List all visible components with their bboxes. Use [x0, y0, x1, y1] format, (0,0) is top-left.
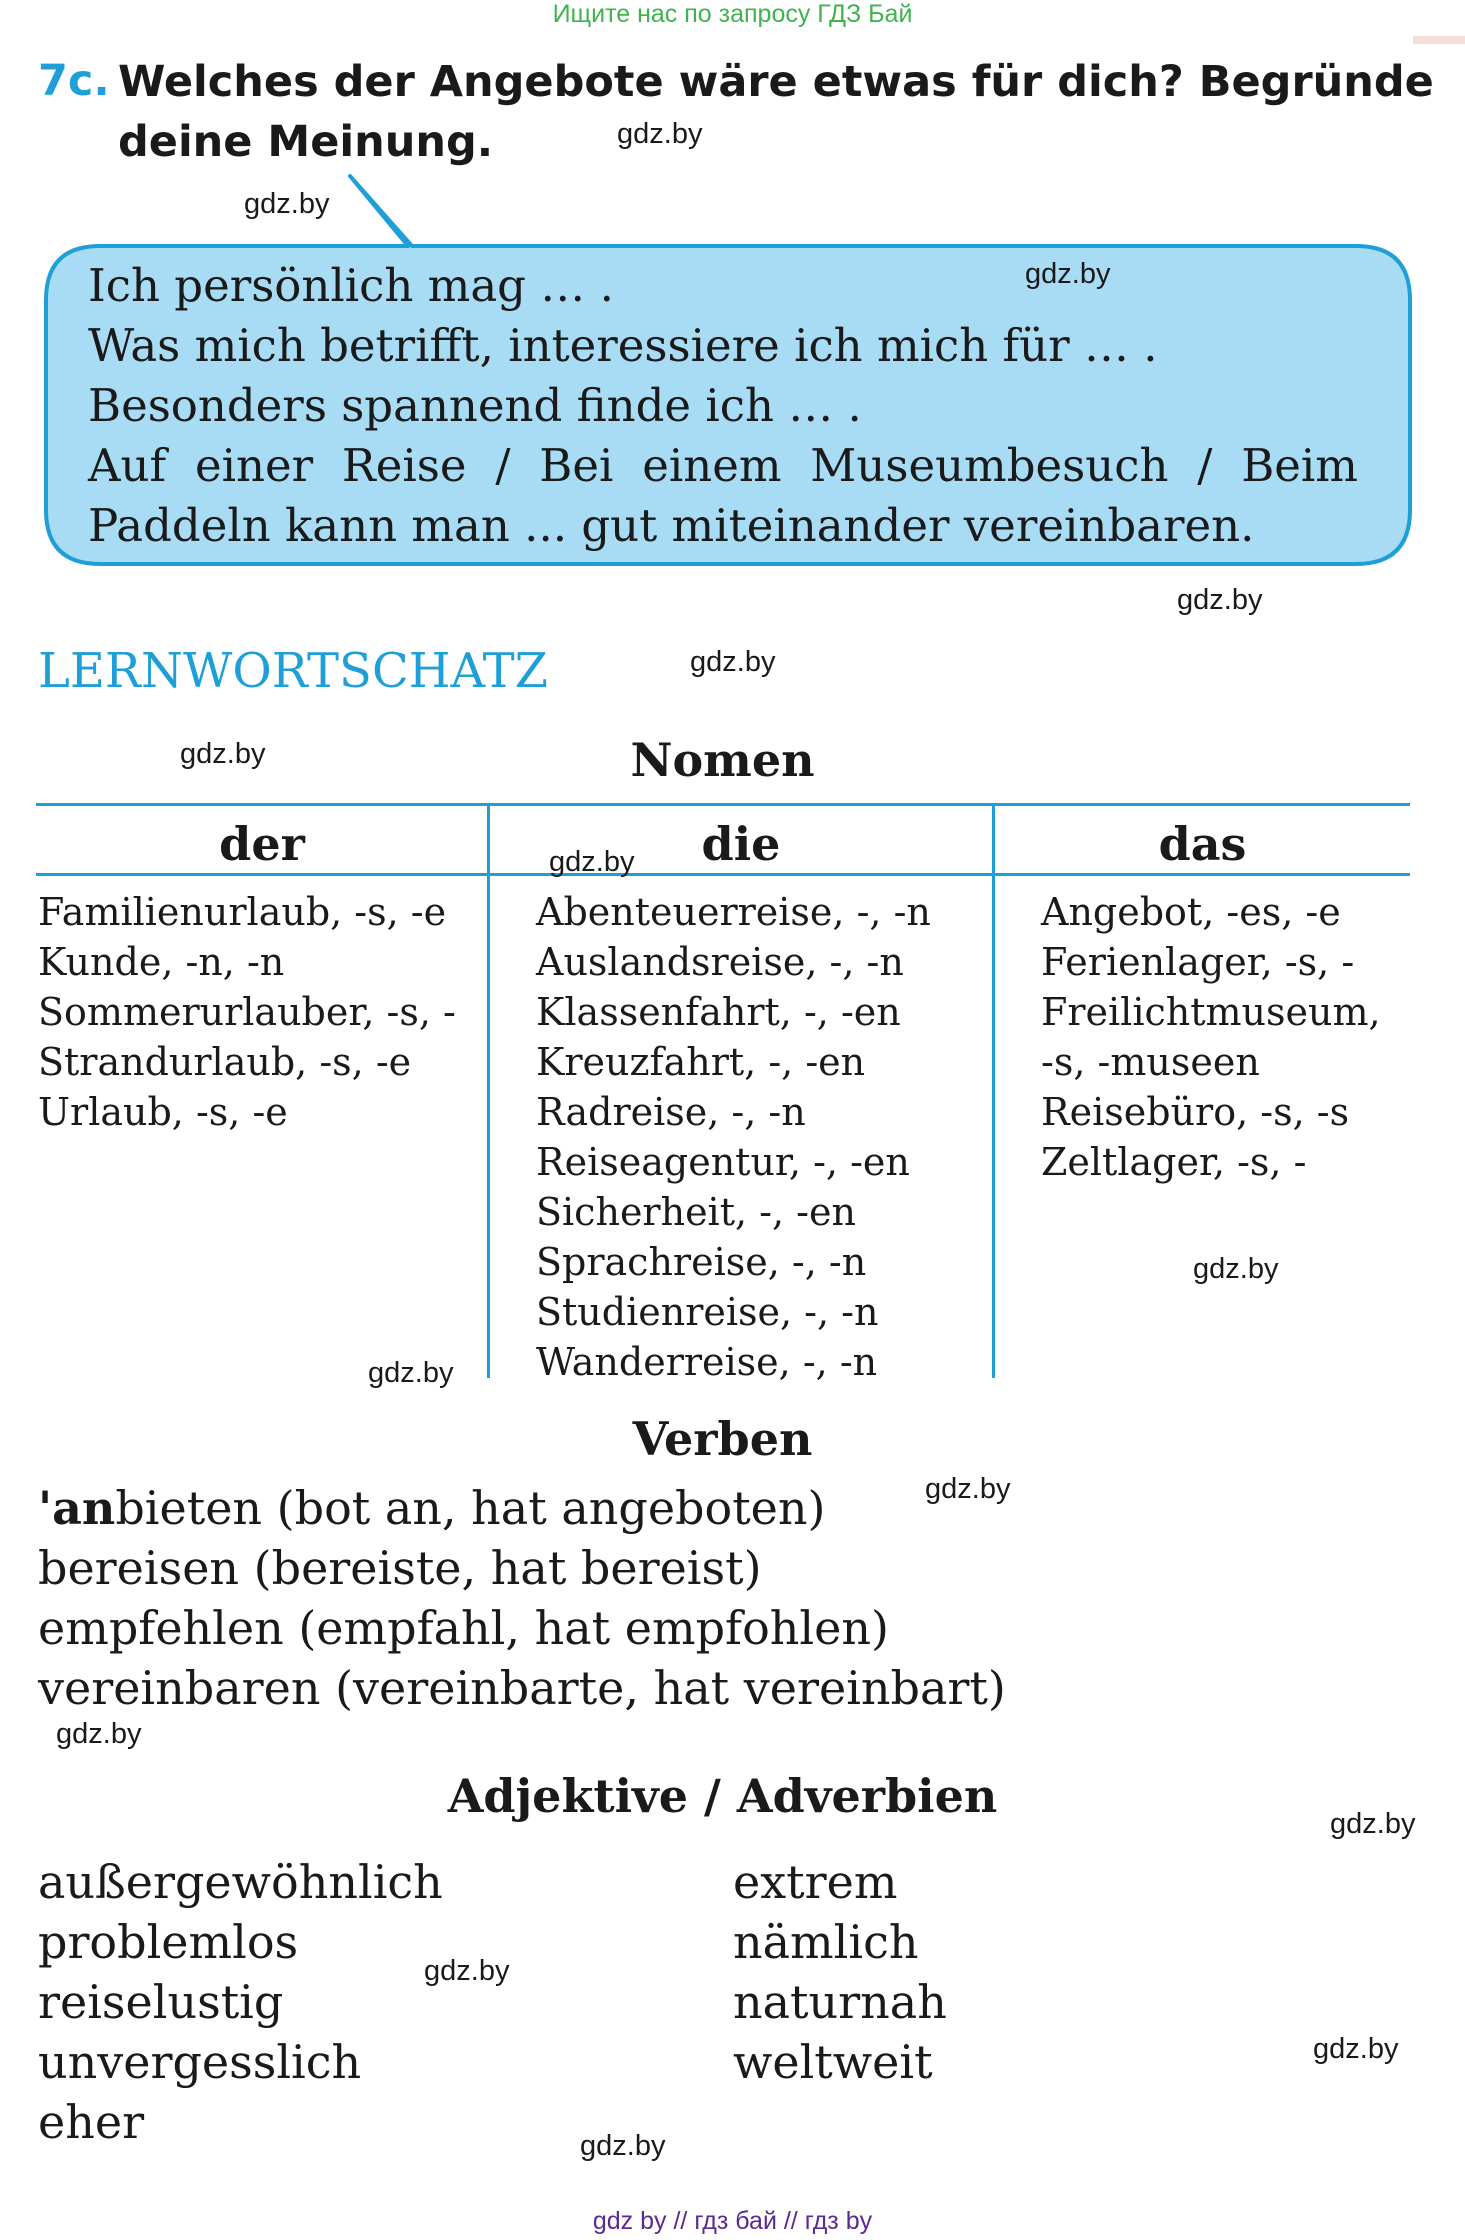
column-divider — [487, 803, 490, 1378]
list-item: nämlich — [733, 1915, 919, 1969]
bubble-word: / — [495, 439, 511, 492]
lernwortschatz-heading: LERNWORTSCHATZ — [38, 643, 548, 699]
list-item: Auslandsreise, -, -n — [536, 940, 904, 984]
watermark: gdz.by — [424, 1955, 510, 1987]
bubble-word: Museumbesuch — [810, 439, 1169, 492]
list-item: Familienurlaub, -s, -e — [38, 890, 447, 934]
list-item: reiselustig — [38, 1975, 284, 2029]
accent-prefix: 'an — [38, 1481, 116, 1535]
bubble-line-2: Was mich betrifft, interessiere ich mich für … . — [88, 319, 1158, 372]
list-item: Reiseagentur, -, -en — [536, 1140, 910, 1184]
list-item — [38, 1478, 1006, 1538]
bubble-word: / — [1197, 439, 1213, 492]
bubble-line-1: Ich persönlich mag … . — [88, 259, 614, 312]
adjektive-title: Adjektive / Adverbien — [447, 1769, 998, 1823]
list-item: außergewöhnlich — [38, 1855, 443, 1909]
watermark: gdz.by — [549, 846, 635, 878]
bubble-word: einem — [642, 439, 782, 492]
list-item: empfehlen (empfahl, hat empfohlen) — [38, 1601, 889, 1655]
das-word-list — [1041, 887, 1381, 1187]
watermark: gdz.by — [617, 118, 703, 150]
footer-links[interactable]: gdz by // гдз бай // гдз by — [592, 2207, 873, 2235]
list-item: eher — [38, 2095, 145, 2149]
verben-title: Verben — [632, 1412, 813, 1466]
verb-rest: bieten (bot an, hat angeboten) — [115, 1481, 826, 1535]
column-divider — [992, 803, 995, 1378]
list-item: Zeltlager, -s, - — [1041, 1140, 1307, 1184]
list-item: Wanderreise, -, -n — [536, 1340, 878, 1384]
list-item: Sicherheit, -, -en — [536, 1190, 856, 1234]
watermark: gdz.by — [925, 1473, 1011, 1505]
list-item: Reisebüro, -s, -s — [1041, 1090, 1350, 1134]
list-item: extrem — [733, 1855, 898, 1909]
list-item: unvergesslich — [38, 2035, 362, 2089]
task-instruction: Welches der Angebote wäre etwas für dich? Begründe deine Meinung. — [118, 57, 1434, 167]
watermark: gdz.by — [1177, 584, 1263, 616]
bubble-line-3: Besonders spannend finde ich … . — [88, 379, 862, 432]
bubble-phrases — [88, 256, 1358, 556]
list-item: Ferienlager, -s, - — [1041, 940, 1355, 984]
bubble-line-4 — [88, 436, 1358, 496]
watermark: gdz.by — [368, 1357, 454, 1389]
list-item: -s, -museen — [1041, 1040, 1260, 1084]
column-header-das: das — [1158, 817, 1247, 871]
table-top-rule — [36, 803, 1410, 806]
watermark: gdz.by — [180, 738, 266, 770]
list-item: Klassenfahrt, -, -en — [536, 990, 901, 1034]
watermark: gdz.by — [1330, 1808, 1416, 1840]
bubble-word: Beim — [1241, 439, 1358, 492]
list-item: Strandurlaub, -s, -e — [38, 1040, 412, 1084]
list-item: vereinbaren (vereinbarte, hat vereinbart) — [38, 1661, 1006, 1715]
list-item: Freilichtmuseum, — [1041, 990, 1381, 1034]
der-word-list — [38, 887, 456, 1137]
column-header-der: der — [219, 817, 305, 871]
list-item: bereisen (bereiste, hat bereist) — [38, 1541, 762, 1595]
adjective-list-right — [733, 1852, 947, 2092]
list-item: Angebot, -es, -e — [1041, 890, 1341, 934]
task-number: 7c. — [38, 56, 110, 106]
list-item: Kreuzfahrt, -, -en — [536, 1040, 866, 1084]
adjective-list-left — [38, 1852, 443, 2152]
bubble-word: Bei — [539, 439, 614, 492]
die-word-list — [536, 887, 931, 1387]
bubble-line-5: Paddeln kann man ... gut miteinander vereinbaren. — [88, 499, 1255, 552]
list-item: Abenteuerreise, -, -n — [536, 890, 931, 934]
list-item: Kunde, -n, -n — [38, 940, 285, 984]
watermark: gdz.by — [1313, 2033, 1399, 2065]
bubble-word: einer — [194, 439, 314, 492]
nomen-title: Nomen — [630, 733, 815, 787]
watermark: gdz.by — [1193, 1253, 1279, 1285]
verb-list — [38, 1478, 1006, 1718]
list-item: naturnah — [733, 1975, 947, 2029]
list-item: Radreise, -, -n — [536, 1090, 806, 1134]
top-banner[interactable]: Ищите нас по запросу ГДЗ Бай — [552, 0, 913, 28]
column-header-die: die — [701, 817, 781, 871]
bubble-word: Auf — [88, 439, 167, 492]
watermark: gdz.by — [244, 188, 330, 220]
list-item: Studienreise, -, -n — [536, 1290, 879, 1334]
bubble-word: Reise — [341, 439, 467, 492]
list-item: Sprachreise, -, -n — [536, 1240, 867, 1284]
watermark: gdz.by — [690, 646, 776, 678]
watermark: gdz.by — [56, 1718, 142, 1750]
list-item: problemlos — [38, 1915, 299, 1969]
list-item: Sommerurlauber, -s, - — [38, 990, 456, 1034]
table-header-rule — [36, 873, 1410, 876]
watermark: gdz.by — [1025, 258, 1111, 290]
list-item: weltweit — [733, 2035, 933, 2089]
watermark: gdz.by — [580, 2130, 666, 2162]
list-item: Urlaub, -s, -e — [38, 1090, 288, 1134]
